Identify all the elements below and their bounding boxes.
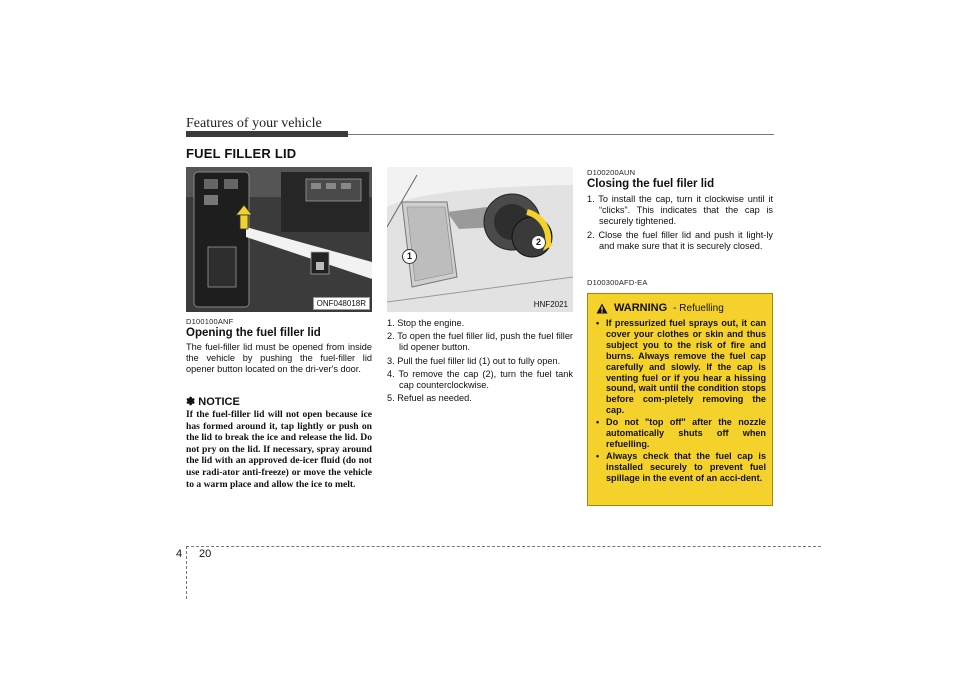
callout-1 [402,249,417,264]
list-item: • Do not "top off" after the nozzle automatically shuts off when refuelling. [596,417,766,450]
opening-steps [387,318,573,406]
list-item: 1. Stop the engine. [387,318,465,328]
door-switch-illustration [186,167,372,312]
list-item: 5. Refuel as needed. [387,393,472,404]
header-rule [348,134,774,135]
warning-list [596,318,766,485]
opening-code: D100100ANF [186,317,234,326]
list-item: • If pressurized fuel sprays out, it can cover your clothes or skin and thus subject you to the risk of fire and burns. Always remove the fuel cap carefully and slowly. If the cap is venting fuel or if you hear a hissing sound, wait until the condition stops before com-pletely removing the cap. [596,318,766,416]
header-title: Features of your vehicle [186,116,322,131]
list-item: 2. To open the fuel filler lid, push the fuel filler lid opener button. [387,331,573,353]
list-item: • Always check that the fuel cap is installed securely to prevent fuel spillage in the event of an acci-dent. [596,451,766,484]
chapter-number: 4 [176,548,183,560]
warning-box [587,293,773,506]
page-number: 20 [199,548,212,560]
closing-steps [587,194,773,254]
list-item: 2. Close the fuel filler lid and push it light-ly and make sure that it is securely closed. [587,229,773,251]
door-switch-photo [186,167,372,312]
footer-rule [186,546,821,547]
closing-heading: Closing the fuel filer lid [587,178,715,190]
opening-body: The fuel-filler lid must be opened from inside the vehicle by pushing the fuel-filler lid opener button located on the dri-ver's door. [186,342,372,375]
fuel-lid-photo [387,167,573,312]
notice-body: If the fuel-filler lid will not open because ice has formed around it, tap lightly or push on the lid to break the ice and release the lid. Do not pry on the lid. If necessary, spray around the lid with an approved de-icer fluid (do not use radi-ator anti-freeze) or move the vehicle to a warm place and allow the ice to melt. [186,409,372,490]
opening-heading: Opening the fuel filler lid [186,327,321,339]
warning-subtitle: - Refuelling [673,302,724,314]
closing-code: D100200AUN [587,168,636,177]
section-title: FUEL FILLER LID [186,146,297,161]
photo-id-label: ONF048018R [313,297,370,310]
warning-title: WARNING [614,302,668,314]
callout-2 [531,235,546,250]
photo-id-label: HNF2021 [533,300,568,309]
footer-divider [186,546,187,599]
warning-title-row [596,302,724,314]
header-bar [186,131,348,137]
callout-2-text: 2 [535,237,541,247]
list-item: 3. Pull the fuel filler lid (1) out to fully open. [387,355,561,366]
list-item: 4. To remove the cap (2), turn the fuel tank cap counterclockwise. [387,368,573,391]
list-item: 1. To install the cap, turn it clockwise until it “clicks”. This indicates that the cap is securely tightened. [587,194,773,227]
notice-title: ✽ NOTICE [186,396,240,408]
warning-code: D100300AFD-EA [587,278,648,287]
warning-triangle-icon [596,303,608,314]
callout-1-text: 1 [406,251,412,261]
